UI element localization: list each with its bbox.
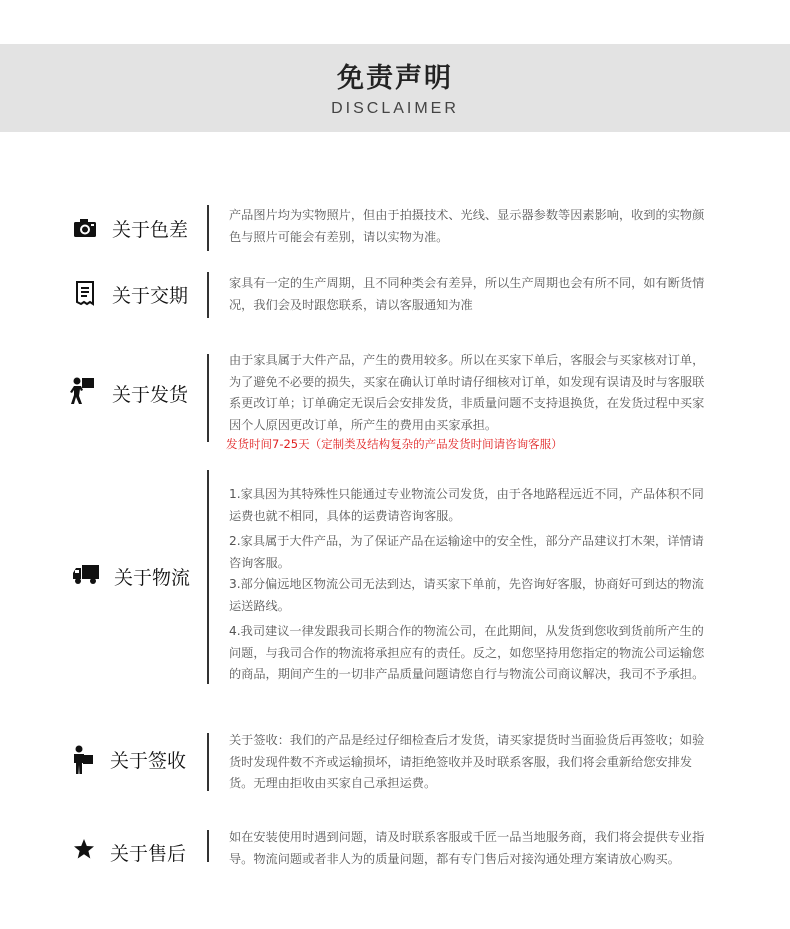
paragraph: 2.家具属于大件产品，为了保证产品在运输途中的安全性，部分产品建议打木架，详情请咨询客服。: [229, 534, 704, 570]
section-lead-time: [0, 272, 790, 318]
section-label: 关于签收: [110, 750, 187, 772]
paragraph: 3.部分偏远地区物流公司无法到达，请买家下单前，先咨询好客服，协商好可到达的物流运送路线。: [229, 577, 704, 613]
section-label: 关于物流: [114, 567, 191, 589]
shipping-time-note: 发货时间7-25天（定制类及结构复杂的产品发货时间请咨询客服）: [226, 437, 563, 451]
truck-icon: [72, 563, 98, 589]
paragraph: 4.我司建议一律发跟我司长期合作的物流公司，在此期间，从发货到您收到货前所产生的问题，与我司合作的物流将承担应有的责任。反之，如您坚持用您指定的物流公司运输您的商品，期间产生的一切非产品质量问题请您自行与物流公司商议解决，我司不予承担。: [229, 624, 705, 681]
section-body: [229, 273, 709, 316]
divider: [207, 205, 209, 251]
page-title: 免责声明: [337, 63, 453, 94]
section-label: 关于售后: [110, 843, 187, 865]
paragraph: 由于家具属于大件产品，产生的费用较多。所以在买家下单后，客服会与买家核对订单，为了避免不必要的损失，买家在确认订单时请仔细核对订单，如发现有误请及时与客服联系更改订单；订单确定无误后会安排发货，非质量问题不支持退换货，在发货过程中买家因个人原因更改订单，所产生的费用由买家承担。: [229, 353, 705, 432]
divider: [207, 830, 209, 862]
receipt-icon: [72, 280, 98, 306]
section-shipping: [0, 350, 790, 451]
divider: [207, 470, 209, 684]
section-sign-for: [0, 733, 790, 791]
paragraph: 关于签收：我们的产品是经过仔细检查后才发货，请买家提货时当面验货后再签收；如验货时发现件数不齐或运输损坏，请拒绝签收并及时联系客服，我们将会重新给您安排发货。无理由拒收由买家自己承担运费。: [229, 733, 705, 790]
divider: [207, 733, 209, 791]
page-subtitle: DISCLAIMER: [331, 100, 459, 117]
section-body: [229, 205, 709, 248]
section-after-sales: [0, 830, 790, 866]
paragraph: 产品图片均为实物照片，但由于拍摄技术、光线、显示器参数等因素影响，收到的实物颜色与照片可能会有差别，请以实物为准。: [229, 208, 705, 244]
divider: [207, 272, 209, 318]
header-banner: [0, 44, 790, 132]
divider: [207, 354, 209, 442]
paragraph: 1.家具因为其特殊性只能通过专业物流公司发货，由于各地路程远近不同，产品体积不同运费也就不相同，具体的运费请咨询客服。: [229, 487, 704, 523]
star-icon: [73, 838, 99, 864]
section-logistics: [0, 470, 790, 684]
section-body: [226, 350, 709, 452]
section-body: [229, 827, 709, 870]
section-color-difference: [0, 205, 790, 251]
section-label: 关于发货: [112, 384, 189, 406]
section-body: [229, 730, 709, 795]
delivery-person-icon: [70, 376, 96, 402]
section-label: 关于色差: [112, 219, 189, 241]
section-label: 关于交期: [112, 285, 189, 307]
person-package-icon: [71, 745, 97, 771]
paragraph: 家具有一定的生产周期，且不同种类会有差异，所以生产周期也会有所不同，如有断货情况，我们会及时跟您联系，请以客服通知为准: [229, 276, 705, 312]
section-body: [229, 484, 709, 686]
camera-icon: [72, 215, 98, 241]
paragraph: 如在安装使用时遇到问题，请及时联系客服或千匠一品当地服务商，我们将会提供专业指导。物流问题或者非人为的质量问题，都有专门售后对接沟通处理方案请放心购买。: [229, 830, 705, 866]
